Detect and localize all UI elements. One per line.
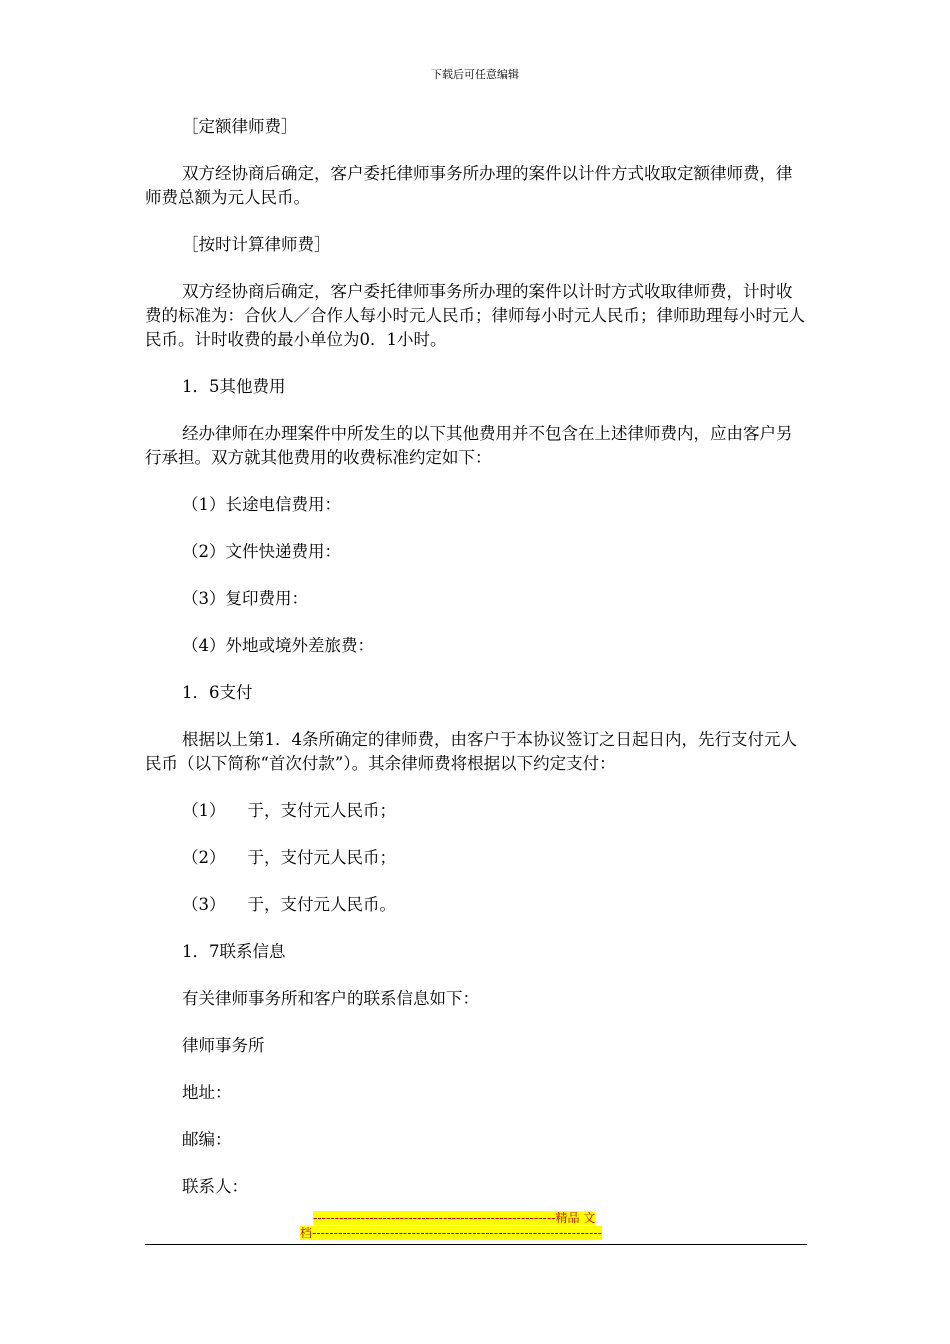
- paragraph-payment: 根据以上第1．4条所确定的律师费，由客户于本协议签订之日起日内，先行支付元人民币（以下简称“首次付款”）。其余律师费将根据以下约定支付：: [145, 730, 797, 773]
- list-item: （1）长途电信费用：: [182, 495, 341, 514]
- footer-watermark: [300, 1211, 650, 1241]
- paragraph-fixed-fee-heading: ［定额律师费］: [182, 117, 298, 136]
- payment-item: [145, 893, 807, 917]
- payment-number: （1）: [182, 801, 226, 820]
- list-item: （3）复印费用：: [182, 589, 308, 608]
- paragraph-fixed-fee: 双方经协商后确定，客户委托律师事务所办理的案件以计件方式收取定额律师费，律师费总额为元人民币。: [145, 164, 793, 207]
- contact-postcode-label: 邮编：: [182, 1130, 232, 1149]
- payment-number: （2）: [182, 848, 226, 867]
- section-heading-payment: 1．6支付: [182, 683, 253, 702]
- paragraph-list: [145, 115, 807, 776]
- contact-firm-label: 律师事务所: [182, 1036, 265, 1055]
- document-body: [145, 115, 807, 1222]
- footer-line-2: 档-------------------------------------------------------------------: [300, 1226, 603, 1240]
- paragraph-other-fees: 经办律师在办理案件中所发生的以下其他费用并不包含在上述律师费内，应由客户另行承担。双方就其他费用的收费标准约定如下：: [145, 424, 793, 467]
- section-heading-other-fees: 1．5其他费用: [182, 377, 286, 396]
- contact-person-label: 联系人：: [182, 1177, 248, 1196]
- paragraph-hourly-fee-heading: ［按时计算律师费］: [182, 235, 331, 254]
- payment-text: 于，支付元人民币。: [247, 895, 396, 914]
- list-item: （4）外地或境外差旅费：: [182, 636, 374, 655]
- section-heading-contact: 1．7联系信息: [182, 942, 286, 961]
- payment-item: [145, 846, 807, 870]
- page-header: 下载后可任意编辑: [431, 68, 519, 81]
- contact-address-label: 地址：: [182, 1083, 232, 1102]
- payment-text: 于，支付元人民币；: [247, 801, 396, 820]
- footer-line-1: --------------------------------------------------------精品 文: [313, 1211, 596, 1225]
- footer-divider: [145, 1244, 807, 1245]
- list-item: （2）文件快递费用：: [182, 542, 341, 561]
- paragraph-hourly-fee: 双方经协商后确定，客户委托律师事务所办理的案件以计时方式收取律师费，计时收费的标准为：合伙人／合作人每小时元人民币；律师每小时元人民币；律师助理每小时元人民币。计时收费的最小单位为0．1小时。: [145, 282, 805, 349]
- payment-number: （3）: [182, 895, 226, 914]
- paragraph-contact-intro: 有关律师事务所和客户的联系信息如下：: [182, 989, 479, 1008]
- payment-text: 于，支付元人民币；: [247, 848, 396, 867]
- payment-item: [145, 799, 807, 823]
